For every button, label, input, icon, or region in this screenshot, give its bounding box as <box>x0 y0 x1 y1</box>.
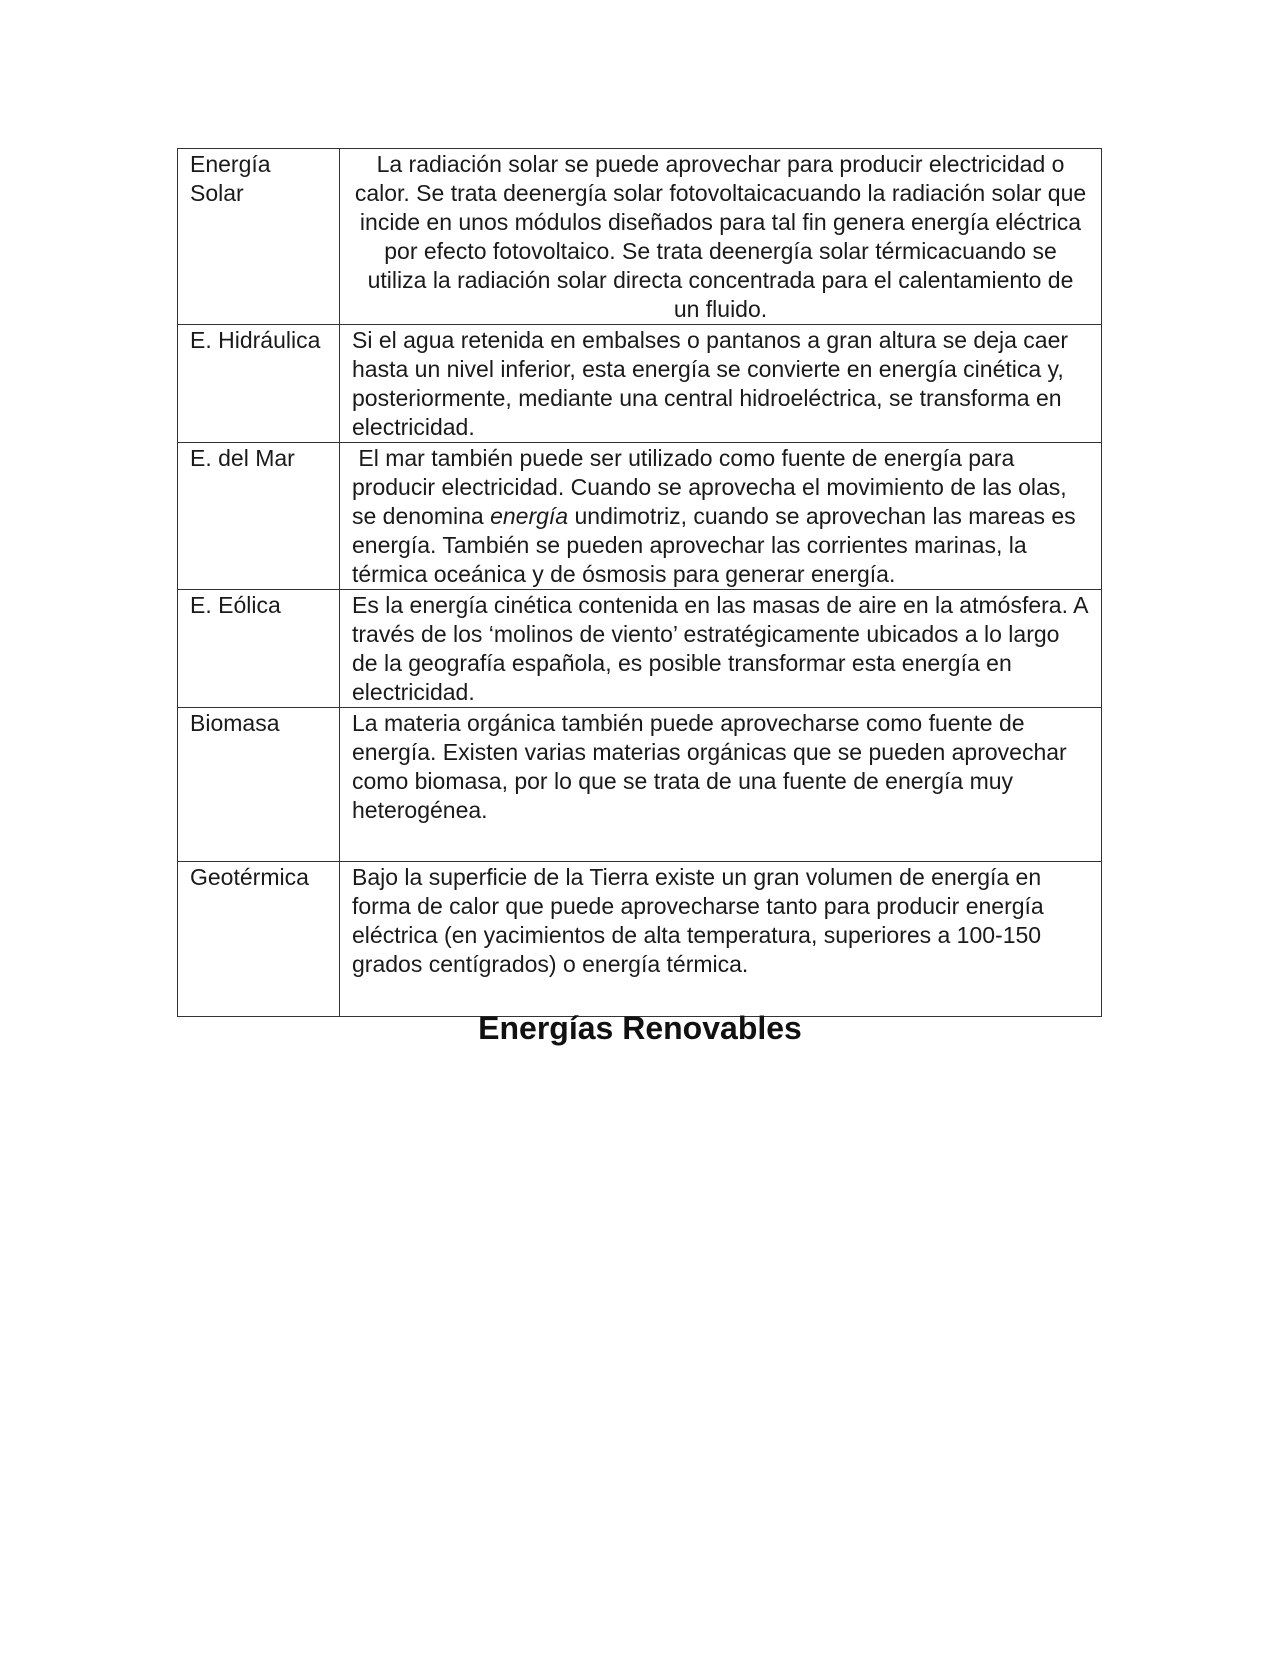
table-row <box>178 443 1102 590</box>
energy-name: Energía Solar <box>190 151 271 206</box>
energy-description: Bajo la superficie de la Tierra existe un gran volumen de energía en forma de calor que puede aprovecharse tanto para producir energía eléctrica (en yacimientos de alta temperatura, superiores a 100-150 grados centígrados) o energía térmica. <box>352 864 1044 977</box>
energy-name-cell <box>178 708 340 862</box>
energy-name: E. del Mar <box>190 445 295 471</box>
energy-name-cell <box>178 149 340 325</box>
energy-name: E. Hidráulica <box>190 327 321 353</box>
energy-description: La materia orgánica también puede aprovecharse como fuente de energía. Existen varias materias orgánicas que se pueden aprovechar como biomasa, por lo que se trata de una fuente de energía muy heterogénea. <box>352 710 1067 823</box>
energy-description: Si el agua retenida en embalses o pantanos a gran altura se deja caer hasta un nivel inferior, esta energía se convierte en energía cinética y, posteriormente, mediante una central hidroeléctrica, se transforma en electricidad. <box>352 327 1069 440</box>
table-row <box>178 862 1102 1017</box>
energy-description-cell <box>340 325 1102 443</box>
energy-name-cell <box>178 325 340 443</box>
energy-description-emphasis: energía <box>490 503 569 529</box>
energy-description-cell <box>340 590 1102 708</box>
energy-name: Geotérmica <box>190 864 309 890</box>
energy-description-cell <box>340 708 1102 862</box>
energy-description: Es la energía cinética contenida en las masas de aire en la atmósfera. A través de los ‘molinos de viento’ estratégicamente ubicados a lo largo de la geografía española, es posible transformar esta energía en electricidad. <box>352 592 1088 705</box>
energy-description: La radiación solar se puede aprovechar para producir electricidad o calor. Se trata deenergía solar fotovoltaicacuando la radiación solar que incide en unos módulos diseñados para tal fin genera energía eléctrica por efecto fotovoltaico. Se trata deenergía solar térmicacuando se utiliza la radiación solar directa concentrada para el calentamiento de un fluido. <box>354 151 1087 322</box>
energy-name-cell <box>178 590 340 708</box>
energy-name-cell <box>178 862 340 1017</box>
energy-name: E. Eólica <box>190 592 281 618</box>
table-row <box>178 325 1102 443</box>
energy-name: Biomasa <box>190 710 280 736</box>
energy-table <box>177 148 1102 1017</box>
page-title: Energías Renovables <box>478 1010 802 1046</box>
table-row <box>178 708 1102 862</box>
energy-description-cell <box>340 862 1102 1017</box>
energy-description-part2: undimotriz, cuando se aprovechan las mareas es energía. También se pueden aprovechar las corrientes marinas, la térmica oceánica y de ósmosis para generar energía. <box>352 503 1076 587</box>
table-row <box>178 149 1102 325</box>
energy-description-cell <box>340 443 1102 590</box>
energy-description-part1: El mar también puede ser utilizado como fuente de energía para producir electricidad. Cuando se aprovecha el movimiento de las olas, se denomina <box>352 445 1067 529</box>
table-row <box>178 590 1102 708</box>
energy-description-cell <box>340 149 1102 325</box>
energy-name-cell <box>178 443 340 590</box>
